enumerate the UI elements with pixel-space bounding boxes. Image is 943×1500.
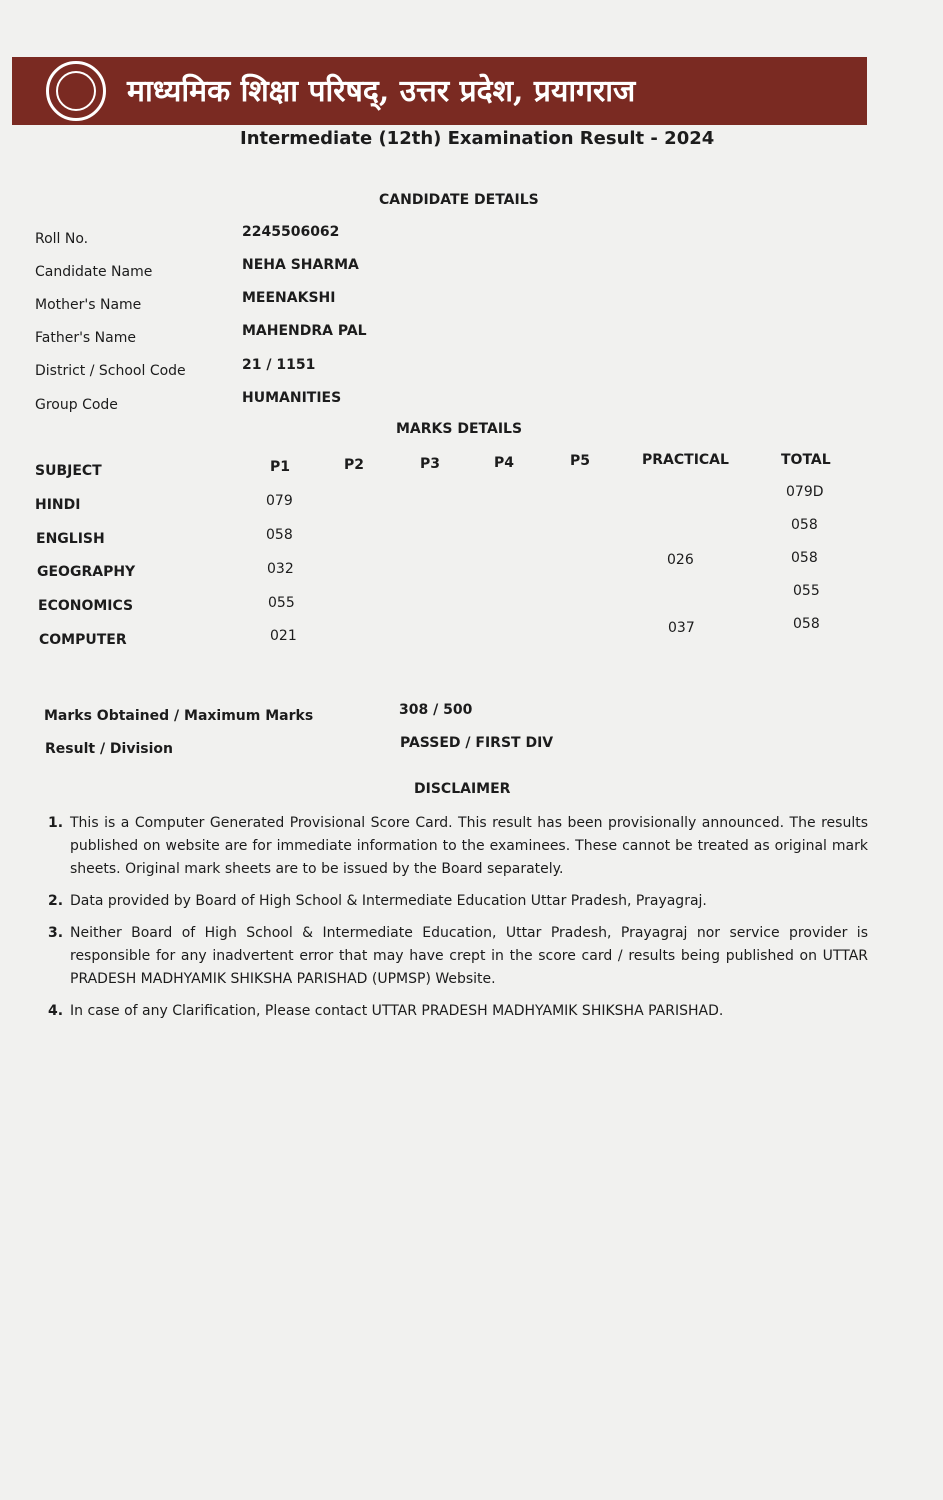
economics-total: 055 <box>793 583 820 599</box>
disclaimer-title: DISCLAIMER <box>414 781 511 797</box>
result-division-label: Result / Division <box>45 741 173 757</box>
roll-no-value: 2245506062 <box>242 224 340 240</box>
marks-obtained-value: 308 / 500 <box>399 702 473 718</box>
board-header-banner <box>12 57 867 125</box>
disclaimer-item: 4. In case of any Clarification, Please contact UTTAR PRADESH MADHYAMIK SHIKSHA PARISHAD. <box>48 1003 724 1019</box>
computer-practical: 037 <box>668 620 695 636</box>
candidate-name-label: Candidate Name <box>35 264 153 280</box>
subject-geography: GEOGRAPHY <box>37 564 136 580</box>
candidate-details-title: CANDIDATE DETAILS <box>379 192 539 208</box>
mothers-name-label: Mother's Name <box>35 297 142 313</box>
disclaimer-item: 1. This is a Computer Generated Provisional Score Card. This result has been provisionally announced. The results published on website are for immediate information to the examinees. These cannot be treated as original mark sheets. Original mark sheets are to be issued by the Board separately. <box>48 815 868 877</box>
disclaimer-list <box>48 812 868 1032</box>
economics-p1: 055 <box>268 595 295 611</box>
roll-no-label: Roll No. <box>35 231 89 247</box>
group-code-label: Group Code <box>35 397 118 413</box>
header-total: TOTAL <box>781 452 831 468</box>
mothers-name-value: MEENAKSHI <box>242 290 336 306</box>
english-p1: 058 <box>266 527 293 543</box>
fathers-name-label: Father's Name <box>35 330 136 346</box>
computer-total: 058 <box>793 616 820 632</box>
subject-economics: ECONOMICS <box>38 598 134 614</box>
district-school-code-label: District / School Code <box>35 363 186 379</box>
hindi-p1: 079 <box>266 493 293 509</box>
result-division-value: PASSED / FIRST DIV <box>400 735 554 751</box>
upmsp-logo-icon <box>46 61 106 121</box>
marks-details-title: MARKS DETAILS <box>396 421 523 437</box>
fathers-name-value: MAHENDRA PAL <box>242 323 367 339</box>
geography-p1: 032 <box>267 561 294 577</box>
header-practical: PRACTICAL <box>642 452 729 468</box>
header-p5: P5 <box>570 453 591 469</box>
header-subject: SUBJECT <box>35 463 102 479</box>
header-p3: P3 <box>420 456 441 472</box>
header-p2: P2 <box>344 457 365 473</box>
english-total: 058 <box>791 517 818 533</box>
district-school-code-value: 21 / 1151 <box>242 357 316 373</box>
hindi-total: 079D <box>786 484 824 500</box>
marks-obtained-label: Marks Obtained / Maximum Marks <box>44 708 314 724</box>
geography-practical: 026 <box>667 552 694 568</box>
disclaimer-item: 2. Data provided by Board of High School & Intermediate Education Uttar Pradesh, Prayagraj. <box>48 893 707 909</box>
geography-total: 058 <box>791 550 818 566</box>
candidate-name-value: NEHA SHARMA <box>242 257 359 273</box>
group-code-value: HUMANITIES <box>242 390 342 406</box>
subject-computer: COMPUTER <box>39 632 127 648</box>
subject-english: ENGLISH <box>36 531 105 547</box>
computer-p1: 021 <box>270 628 297 644</box>
header-p4: P4 <box>494 455 515 471</box>
header-p1: P1 <box>270 459 291 475</box>
disclaimer-item: 3. Neither Board of High School & Intermediate Education, Uttar Pradesh, Prayagraj nor service provider is responsible for any inadvertent error that may have crept in the score card / results being published on UTTAR PRADESH MADHYAMIK SHIKSHA PARISHAD (UPMSP) Website. <box>48 925 868 987</box>
exam-title: Intermediate (12th) Examination Result - 2024 <box>240 128 715 149</box>
subject-hindi: HINDI <box>35 497 81 513</box>
board-name: माध्यमिक शिक्षा परिषद्, उत्तर प्रदेश, प्रयागराज <box>127 74 636 109</box>
